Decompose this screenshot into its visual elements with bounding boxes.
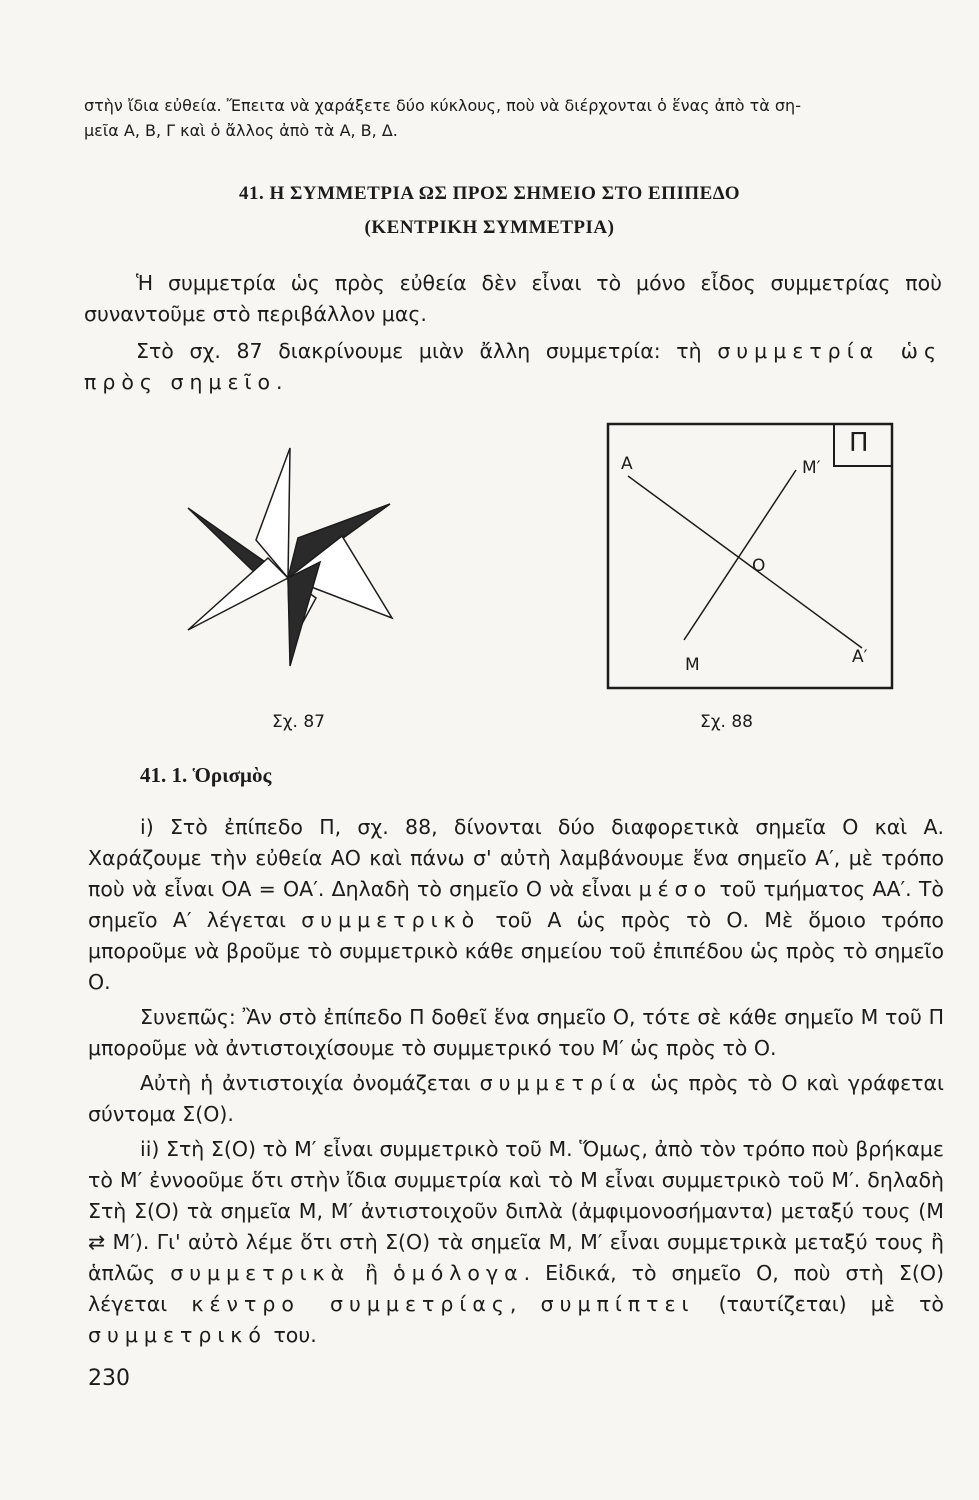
para-ii-s2: ἢ [365,1261,379,1285]
para-ii-spaced-1: συμμετρικὰ [170,1261,351,1285]
line-M-M-prime [684,470,796,640]
paragraph-ii [88,1134,944,1351]
para-ii-s1: ii) Στὴ Σ(Ο) τὸ Μ′ εἶναι συμμετρικὸ τοῦ Μ. Ὅμως, ἀπὸ τὸν τρόπο ποὺ βρήκαμε τὸ Μ′ ἐννοοῦμε ὅτι στὴν ἴδια συμμετρία καὶ τὸ Μ εἶναι συμμετρικὸ τοῦ Μ′. δηλαδὴ Στὴ Σ(Ο) τὰ σημεῖα Μ, Μ′ ἀντιστοιχοῦν διπλὰ (ἀμφιμονοσήμαντα) μεταξύ τους (Μ ⇄ Μ′). Γι' αὐτὸ λέμε ὅτι στὴ Σ(Ο) τὰ σημεῖα Μ, Μ′ εἶναι συμμετρικὰ μεταξύ τους ἢ ἁπλῶς [88,1137,944,1285]
figure-88-caption: Σχ. 88 [700,712,754,732]
line-A-A-prime [628,476,862,648]
intro-p2-spaced: συμμετρία ὡς πρὸς σημεῖο. [84,339,942,394]
intro-paragraph-1: Ἡ συμμετρία ὡς πρὸς εὐθεία δὲν εἶναι τὸ μόνο εἶδος συμμετρίας ποὺ συναντοῦμε στὸ περιβάλλον μας. [84,271,942,326]
page-number: 230 [88,1366,130,1391]
figure-87 [180,440,410,680]
figure-87-caption: Σχ. 87 [272,712,326,732]
para-auti-s2: ὡς πρὸς τὸ Ο καὶ γράφεται σύντομα Σ(Ο). [88,1071,944,1126]
para-ii-s4: , [509,1292,517,1316]
label-A-prime: Α′ [852,647,868,667]
star-arm-lower-left [188,558,288,630]
para-ii-s5: (ταυτίζεται) μὲ τὸ [718,1292,944,1316]
para-i-s3: τοῦ Α ὡς πρὸς τὸ Ο. Μὲ ὅμοιο τρόπο μποροῦμε νὰ βροῦμε τὸ συμμετρικὸ κάθε σημείου τοῦ ἐπιπέδου ὡς πρὸς τὸ σημεῖο Ο. [88,908,944,994]
para-i-spaced-1: μέσο [638,877,713,901]
plane-label: Π [849,428,869,458]
subsection-title: 41. 1. Ὁρισμὸς [140,763,272,787]
para-auti-spaced: συμμετρία [479,1071,642,1095]
main-text [88,812,944,1351]
para-i-s2: τοῦ τμήματος ΑΑ′. Τὸ σημεῖο Α′ λέγεται [88,877,944,932]
para-ii-spaced-3: κέντρο συμμετρίας [191,1292,510,1316]
para-ii-s3: . Εἰδικά, τὸ σημεῖο Ο, ποὺ στὴ Σ(Ο) λέγεται [88,1261,944,1316]
label-M-prime: Μ′ [802,458,821,478]
para-i-spaced-2: συμμετρικὸ [301,908,481,932]
para-ii-spaced-4: συμπίπτει [540,1292,695,1316]
section-subtitle: (ΚΕΝΤΡΙΚΗ ΣΥΜΜΕΤΡΙΑ) [364,217,615,238]
paragraph-auti [88,1068,944,1130]
para-ii-spaced-5: συμμετρικό [88,1323,267,1347]
paragraph-synepos: Συνεπῶς: Ἂν στὸ ἐπίπεδο Π δοθεῖ ἕνα σημεῖο Ο, τότε σὲ κάθε σημεῖο Μ τοῦ Π μποροῦμε νὰ ἀντιστοιχίσουμε τὸ συμμετρικό του Μ′ ὡς πρὸς τὸ Ο. [88,1005,944,1060]
star-arm-down [288,562,320,666]
label-O: Ο [752,556,766,576]
top-line-1: στὴν ἴδια εὐθεία. Ἔπειτα νὰ χαράξετε δύο κύκλους, ποὺ νὰ διέρχονται ὁ ἕνας ἀπὸ τὰ ση- [84,96,801,115]
plane-frame [608,424,892,688]
top-line-2: μεῖα Α, Β, Γ καὶ ὁ ἄλλος ἀπὸ τὰ Α, Β, Δ. [84,121,398,140]
intro-p2-text: Στὸ σχ. 87 διακρίνουμε μιὰν ἄλλη συμμετρία: τὴ [136,339,702,363]
paragraph-i [88,812,944,998]
section-title: 41. Η ΣΥΜΜΕΤΡΙΑ ΩΣ ΠΡΟΣ ΣΗΜΕΙΟ ΣΤΟ ΕΠΙΠΕΔΟ [238,183,741,204]
intro-paragraph-2 [84,336,942,398]
intro [84,268,942,398]
para-ii-s6: του. [273,1323,317,1347]
para-ii-spaced-2: ὁμόλογα [393,1261,524,1285]
para-i-s1: i) Στὸ ἐπίπεδο Π, σχ. 88, δίνονται δύο διαφορετικὰ σημεῖα Ο καὶ Α. Χαράζουμε τὴν εὐθεία ΑΟ καὶ πάνω σ' αὐτὴ λαμβάνουμε ἕνα σημεῖο Α′, μὲ τρόπο ποὺ νὰ εἶναι ΟΑ = ΟΑ′. Δηλαδὴ τὸ σημεῖο Ο νὰ εἶναι [88,815,944,901]
label-A: Α [621,454,633,474]
top-text [84,93,926,143]
para-auti-s1: Αὐτὴ ἡ ἀντιστοιχία ὀνομάζεται [140,1071,471,1095]
label-M: Μ [685,655,700,675]
